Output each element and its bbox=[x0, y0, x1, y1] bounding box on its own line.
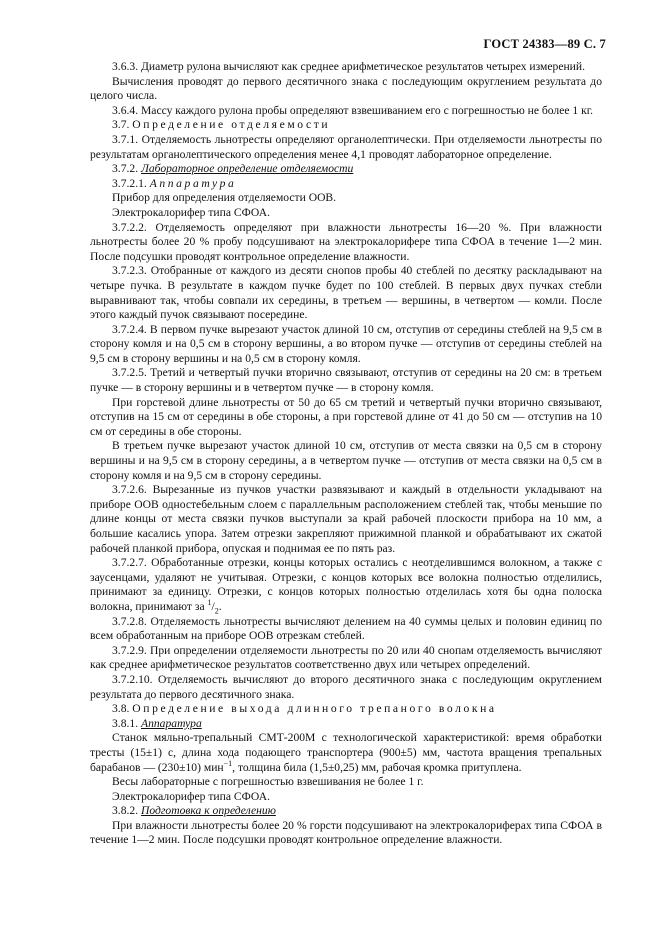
subheading-3-7-2 bbox=[90, 162, 602, 177]
paragraph-3-7-2-5: 3.7.2.5. Третий и четвертый пучки вторично связывают, отступив от середины на 20 см: в третьем пучке — в сторону вершины и в четвертом пучке — в сторону комля. bbox=[90, 366, 602, 395]
section-number: 3.7.2.1. bbox=[112, 176, 147, 190]
paragraph-length-rule: При горстевой длине льнотресты от 50 до 65 см третий и четвертый пучки вторично связывают, отступив на 15 см от середины в обе стороны, а при горстевой длине от 41 до 50 см — отступив на 10 см от середины в обе стороны. bbox=[90, 395, 602, 438]
section-title: Определение отделяемости bbox=[132, 118, 331, 132]
paragraph-machine bbox=[90, 731, 602, 775]
section-number: 3.8.2. bbox=[112, 804, 139, 818]
paragraph-device: Прибор для определения отделяемости ООВ. bbox=[112, 191, 337, 205]
section-heading-3-7 bbox=[90, 118, 602, 133]
section-title: Лабораторное определение отделяемости bbox=[141, 162, 354, 176]
unit-exponent: −1 bbox=[223, 758, 233, 768]
section-number: 3.7. bbox=[112, 118, 130, 132]
section-title: Аппаратура bbox=[149, 176, 237, 190]
fraction-slash: / bbox=[211, 599, 215, 613]
paragraph-heater-2: Электрокалорифер типа СФОА. bbox=[112, 789, 270, 803]
paragraph-3-7-2-9: 3.7.2.9. При определении отделяемости льнотресты по 20 или 40 снопам отделяемость вычисляют как среднее арифметическое результатов соответственно двух или четырех определений. bbox=[90, 643, 602, 672]
paragraph-3-7-2-2: 3.7.2.2. Отделяемость определяют при влажности льнотресты 16—20 %. При влажности льнотресты более 20 % пробу подсушивают на электрокалорифере типа СФОА в течение 1—2 мин. После подсушки проводят контрольное определение влажности. bbox=[90, 220, 602, 263]
section-number: 3.8.1. bbox=[112, 716, 139, 730]
section-title: Аппаратура bbox=[141, 716, 202, 730]
paragraph-text: 3.7.2.7. Обработанные отрезки, концы которых остались с неотделившимся волокном, а также с заусенцами, удаляют не учитывая. Отрезки, с концов которых все волокна полностью отделились, принимают за единицу. Отрезки, с концов которых полностью отделилась хотя бы одна полоска волокна, принимают за bbox=[90, 556, 602, 613]
paragraph-text: Станок мяльно-трепальный СМТ-200М с технологической характеристикой: время обработки тресты (15±1) с, длина хода подающего транспортера (900±5) мм, частота вращения трепальных барабанов — (230±10) мин bbox=[90, 731, 602, 774]
paragraph-heater: Электрокалорифер типа СФОА. bbox=[112, 205, 270, 219]
page-header: ГОСТ 24383—89 С. 7 bbox=[483, 37, 606, 51]
paragraph-3-6-4: 3.6.4. Массу каждого рулона пробы определяют взвешиванием его с погрешностью не более 1 кг. bbox=[112, 103, 594, 117]
paragraph-drying: При влажности льнотресты более 20 % горсти подсушивают на электрокалориферах типа СФОА в течение 1—2 мин. После подсушки проводят контрольное определение влажности. bbox=[90, 818, 602, 847]
paragraph-3-7-2-8: 3.7.2.8. Отделяемость льнотресты вычисляют делением на 40 суммы целых и половин единиц по всем обработанным на приборе ООВ отрезкам стеблей. bbox=[90, 614, 602, 643]
section-heading-3-8 bbox=[90, 702, 602, 717]
paragraph-3-7-2-6: 3.7.2.6. Вырезанные из пучков участки развязывают и каждый в отдельности укладывают на приборе ООВ одностебельным слоем с параллельным расположением стеблей так, чтобы меньшие по длине концы от места связки пучков выступали за край рабочей плоскости прибора на 10 мм, а большие касались упора. Затем отрезки закрепляют прижимной планкой и обрабатывают их сжатой рабочей планкой прибора, опуская и поднимая ее по пять раз. bbox=[90, 483, 602, 555]
subheading-3-7-2-1 bbox=[90, 177, 602, 192]
paragraph-3-7-2-7 bbox=[90, 556, 602, 614]
paragraph-end: , толщина била (1,5±0,25) мм, рабочая кромка притуплена. bbox=[232, 760, 522, 774]
section-title: Определение выхода длинного трепаного волокна bbox=[132, 702, 497, 716]
section-number: 3.7.2. bbox=[112, 162, 139, 176]
section-number: 3.8. bbox=[112, 702, 130, 716]
fraction-denominator: 2 bbox=[214, 606, 219, 616]
paragraph-3-7-1: 3.7.1. Отделяемость льнотресты определяют органолептически. При отделяемости льнотресты по результатам органолептического определения менее 4,1 проводят лабораторное определение. bbox=[90, 132, 602, 161]
paragraph-3-7-2-3: 3.7.2.3. Отобранные от каждого из десяти снопов пробы 40 стеблей по десятку раскладывают на четыре пучка. В результате в каждом пучке будет по 100 стеблей. В первых двух пучках стебли выравнивают так, чтобы совпали их середины, в третьем — вершины, в четвертом — комли. После этого каждый пучок связывают посередине. bbox=[90, 264, 602, 322]
paragraph-3-7-2-10: 3.7.2.10. Отделяемость вычисляют до второго десятичного знака с последующим округлением результата до первого десятичного знака. bbox=[90, 672, 602, 701]
document-body bbox=[90, 60, 602, 848]
paragraph-3-6-3: 3.6.3. Диаметр рулона вычисляют как среднее арифметическое результатов четырех измерений. bbox=[112, 60, 585, 73]
paragraph-third-bundle: В третьем пучке вырезают участок длиной 10 см, отступив от места связки на 0,5 см в сторону вершины и на 9,5 см в сторону середины, а в четвертом пучке — отступив от места связки на 0,5 см в сторону комля и на 9,5 см в сторону середины. bbox=[90, 439, 602, 482]
paragraph-scales: Весы лабораторные с погрешностью взвешивания не более 1 г. bbox=[112, 775, 424, 789]
paragraph-calculation: Вычисления проводят до первого десятичного знака с последующим округлением результата до целого числа. bbox=[90, 74, 602, 103]
fraction-numerator: 1 bbox=[207, 598, 212, 608]
section-title: Подготовка к определению bbox=[141, 804, 276, 818]
subheading-3-8-2 bbox=[90, 804, 602, 819]
paragraph-3-7-2-4: 3.7.2.4. В первом пучке вырезают участок длиной 10 см, отступив от середины стеблей на 9,5 см в сторону комля и на 0,5 см в сторону вершины, а во втором пучке — отступив от середины стеблей на 9,5 см в сторону вершины и на 0,5 см в сторону комля. bbox=[90, 322, 602, 365]
subheading-3-8-1 bbox=[90, 717, 602, 732]
paragraph-end: . bbox=[218, 599, 222, 613]
